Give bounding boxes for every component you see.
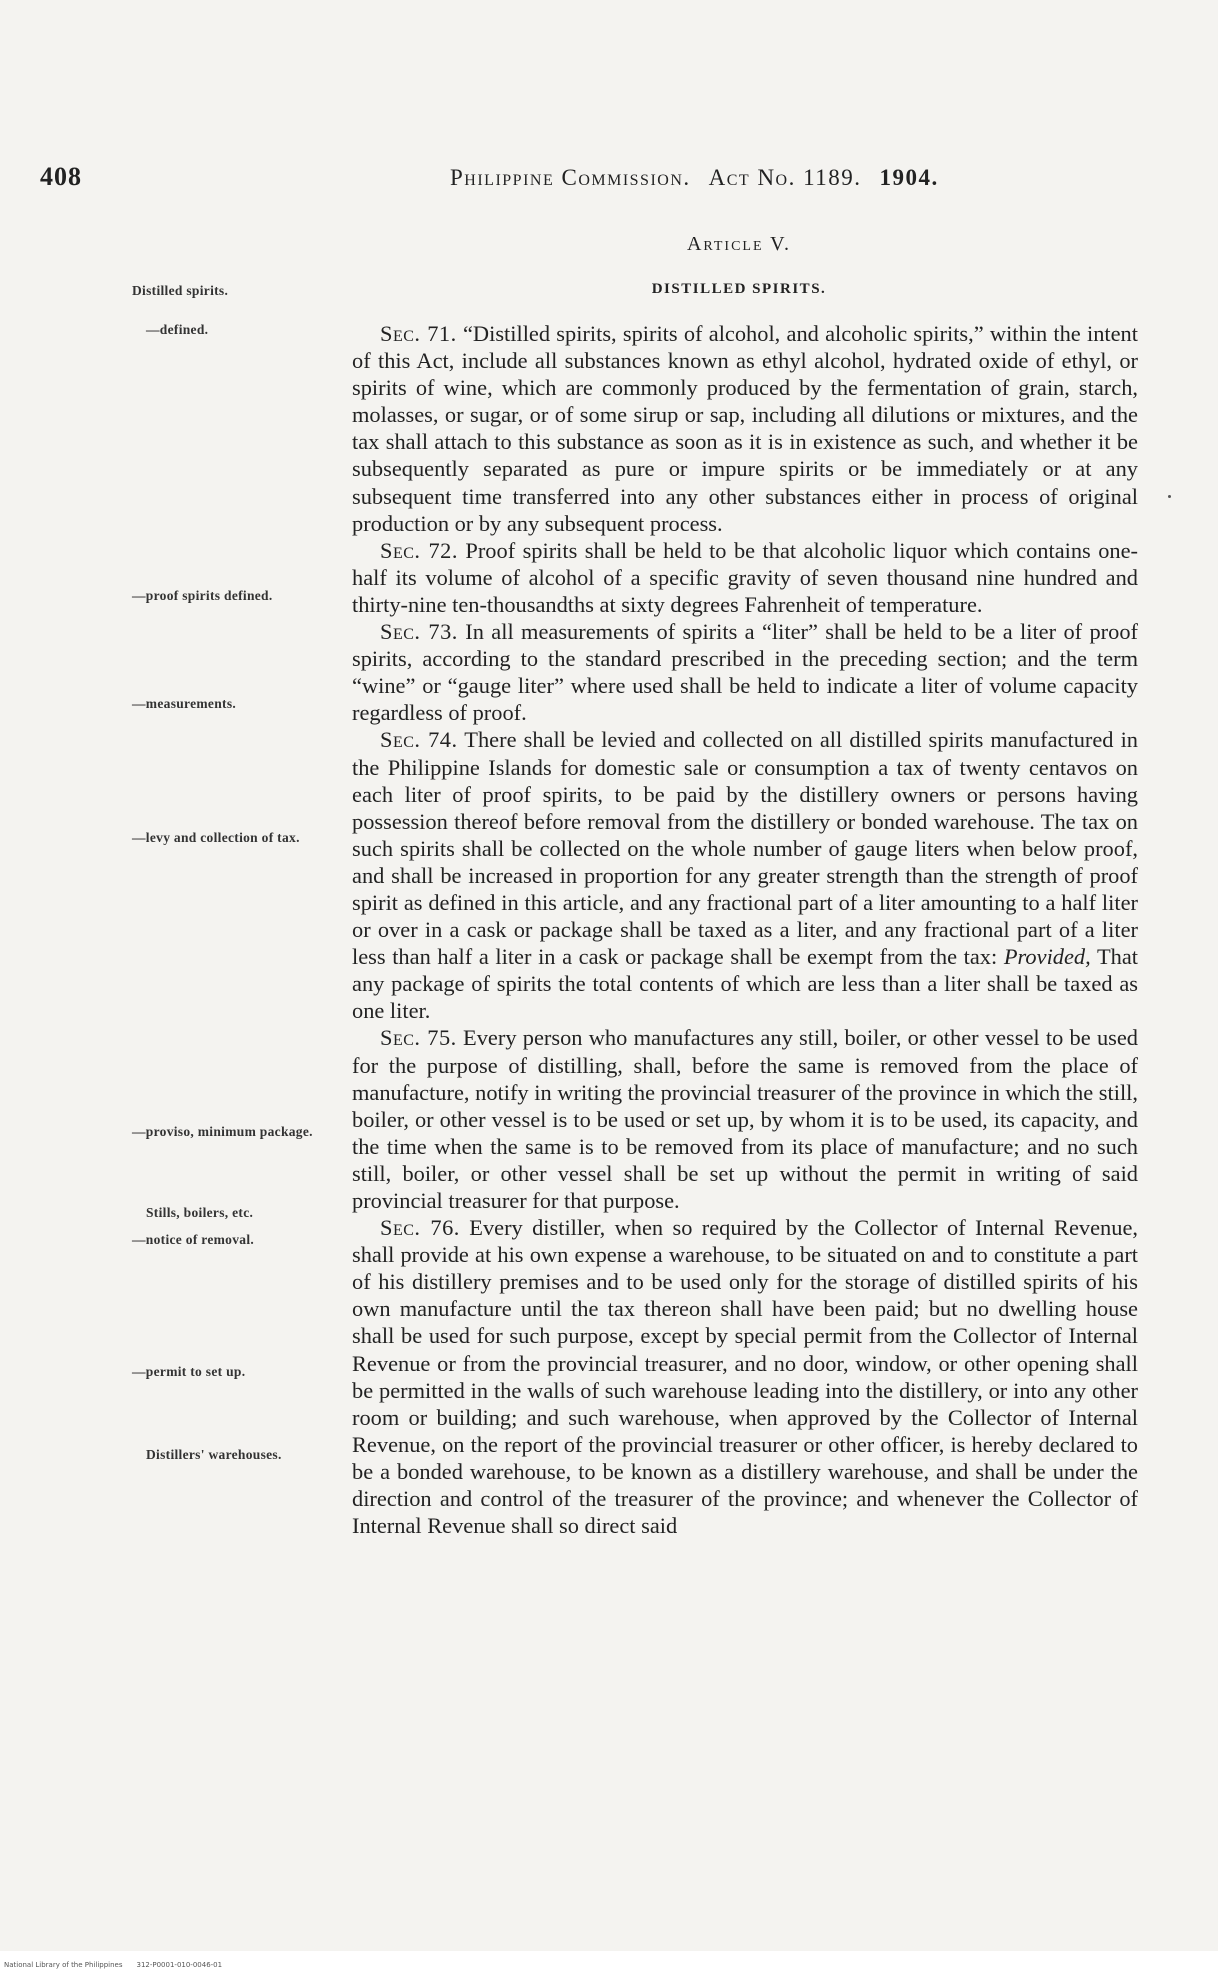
footer-library: National Library of the Philippines: [4, 1961, 123, 1969]
scan-speck: [1168, 495, 1171, 498]
proviso-label: Provided,: [1003, 944, 1091, 970]
margin-note-proviso: —proviso, minimum package.: [132, 1124, 313, 1139]
margin-note-distilled-spirits: Distilled spirits.: [132, 283, 229, 298]
section-label: Sec. 73.: [380, 619, 458, 645]
scan-footer: [4, 1961, 222, 1969]
margin-note-permit: —permit to set up.: [132, 1364, 246, 1379]
margin-note-stills: Stills, boilers, etc.: [146, 1205, 254, 1220]
section-text: There shall be levied and collected on all distilled spirits manufactured in the Philippine Islands for domestic sale or consumption a tax of twenty centavos on each liter of proof spirits, to be paid by the distillery owners or persons having possession thereof before removal from the distillery or bonded warehouse. The tax on such spirits shall be collected on the whole number of gauge liters when below proof, and shall be increased in proportion for any greater strength than the strength of proof spirit as defined in this article, and any fractional part of a liter amounting to a half liter or over in a cask or package shall be taxed as a liter, and any fractional part of a liter less than half a liter in a cask or package shall be exempt from the tax:: [352, 727, 1138, 970]
section-71: [352, 320, 1138, 537]
section-label: Sec. 76.: [380, 1215, 460, 1241]
section-label: Sec. 74.: [380, 727, 458, 753]
running-head-act: Act No. 1189.: [708, 165, 862, 190]
section-label: Sec. 72.: [380, 537, 458, 563]
margin-note-warehouses: Distillers' warehouses.: [146, 1447, 282, 1462]
running-head-title: Philippine Commission.: [450, 165, 691, 190]
page-number: 408: [40, 162, 82, 191]
section-74: [352, 726, 1138, 1024]
running-head-year: 1904.: [879, 165, 939, 190]
section-76: [352, 1214, 1138, 1539]
article-heading: Article V.: [686, 233, 792, 255]
section-73: [352, 618, 1138, 726]
margin-note-proof-spirits: —proof spirits defined.: [132, 588, 273, 603]
body-text: [352, 320, 1138, 1539]
margin-note-levy: —levy and collection of tax.: [132, 830, 300, 845]
margin-note-notice: —notice of removal.: [132, 1232, 255, 1247]
proviso-text: That any package of spirits the total contents of which are less than a liter shall be taxed as one liter.: [352, 944, 1138, 1024]
section-text: Every person who manufactures any still, boiler, or other vessel to be used for the purpose of distilling, shall, before the same is removed from the place of manufacture, notify in writing the provincial treasurer of the province in which the still, boiler, or other vessel is to be used or set up, by whom it is to be used, its capacity, and the time when the same is to be removed from its place of manufacture; and no such still, boiler, or other vessel shall be set up without the permit in writing of said provincial treasurer for that purpose.: [352, 1025, 1138, 1213]
footer-code: 312-P0001-010-0046-01: [136, 1961, 223, 1969]
section-75: [352, 1024, 1138, 1214]
margin-note-defined: —defined.: [146, 322, 209, 337]
subject-heading: DISTILLED SPIRITS.: [651, 281, 827, 297]
section-text: “Distilled spirits, spirits of alcohol, and alcoholic spirits,” within the intent of this Act, include all substances known as ethyl alcohol, hydrated oxide of ethyl, or spirits of wine, which are commonly produced by the fermentation of grain, starch, molasses, or sugar, or of some sirup or sap, including all dilutions or mixtures, and the tax shall attach to this substance as soon as it is in existence as such, and whether it be subsequently separated as pure or impure spirits or be immediately or at any subsequent time transferred into any other substances either in process of original production or by any subsequent process.: [352, 321, 1138, 536]
section-72: [352, 537, 1138, 618]
section-text: In all measurements of spirits a “liter” shall be held to be a liter of proof spirits, according to the standard prescribed in the preceding section; and the term “wine” or “gauge liter” where used shall be held to indicate a liter of volume capacity regardless of proof.: [352, 619, 1138, 726]
section-label: Sec. 71.: [380, 321, 457, 346]
section-label: Sec. 75.: [380, 1025, 457, 1051]
section-text: Every distiller, when so required by the Collector of Internal Revenue, shall provide at his own expense a warehouse, to be situated on and to constitute a part of his distillery premises and to be used only for the storage of distilled spirits of his own manufacture until the tax thereon shall have been paid; but no dwelling house shall be used for such purpose, except by special permit from the Collector of Internal Revenue or from the provincial treasurer, and no door, window, or other opening shall be permitted in the walls of such warehouse leading into the distillery, or into any other room or building; and such warehouse, when approved by the Collector of Internal Revenue, on the report of the provincial treasurer or other officer, is hereby declared to be a bonded warehouse, to be known as a distillery warehouse, and shall be under the direction and control of the treasurer of the province; and whenever the Collector of Internal Revenue shall so direct said: [352, 1215, 1138, 1539]
running-head: [450, 165, 939, 191]
section-text: Proof spirits shall be held to be that alcoholic liquor which contains one-half its volume of alcohol of a specific gravity of seven thousand nine hundred and thirty-nine ten-thousandths at sixty degrees Fahrenheit of temperature.: [352, 537, 1138, 617]
margin-note-measurements: —measurements.: [132, 696, 237, 711]
